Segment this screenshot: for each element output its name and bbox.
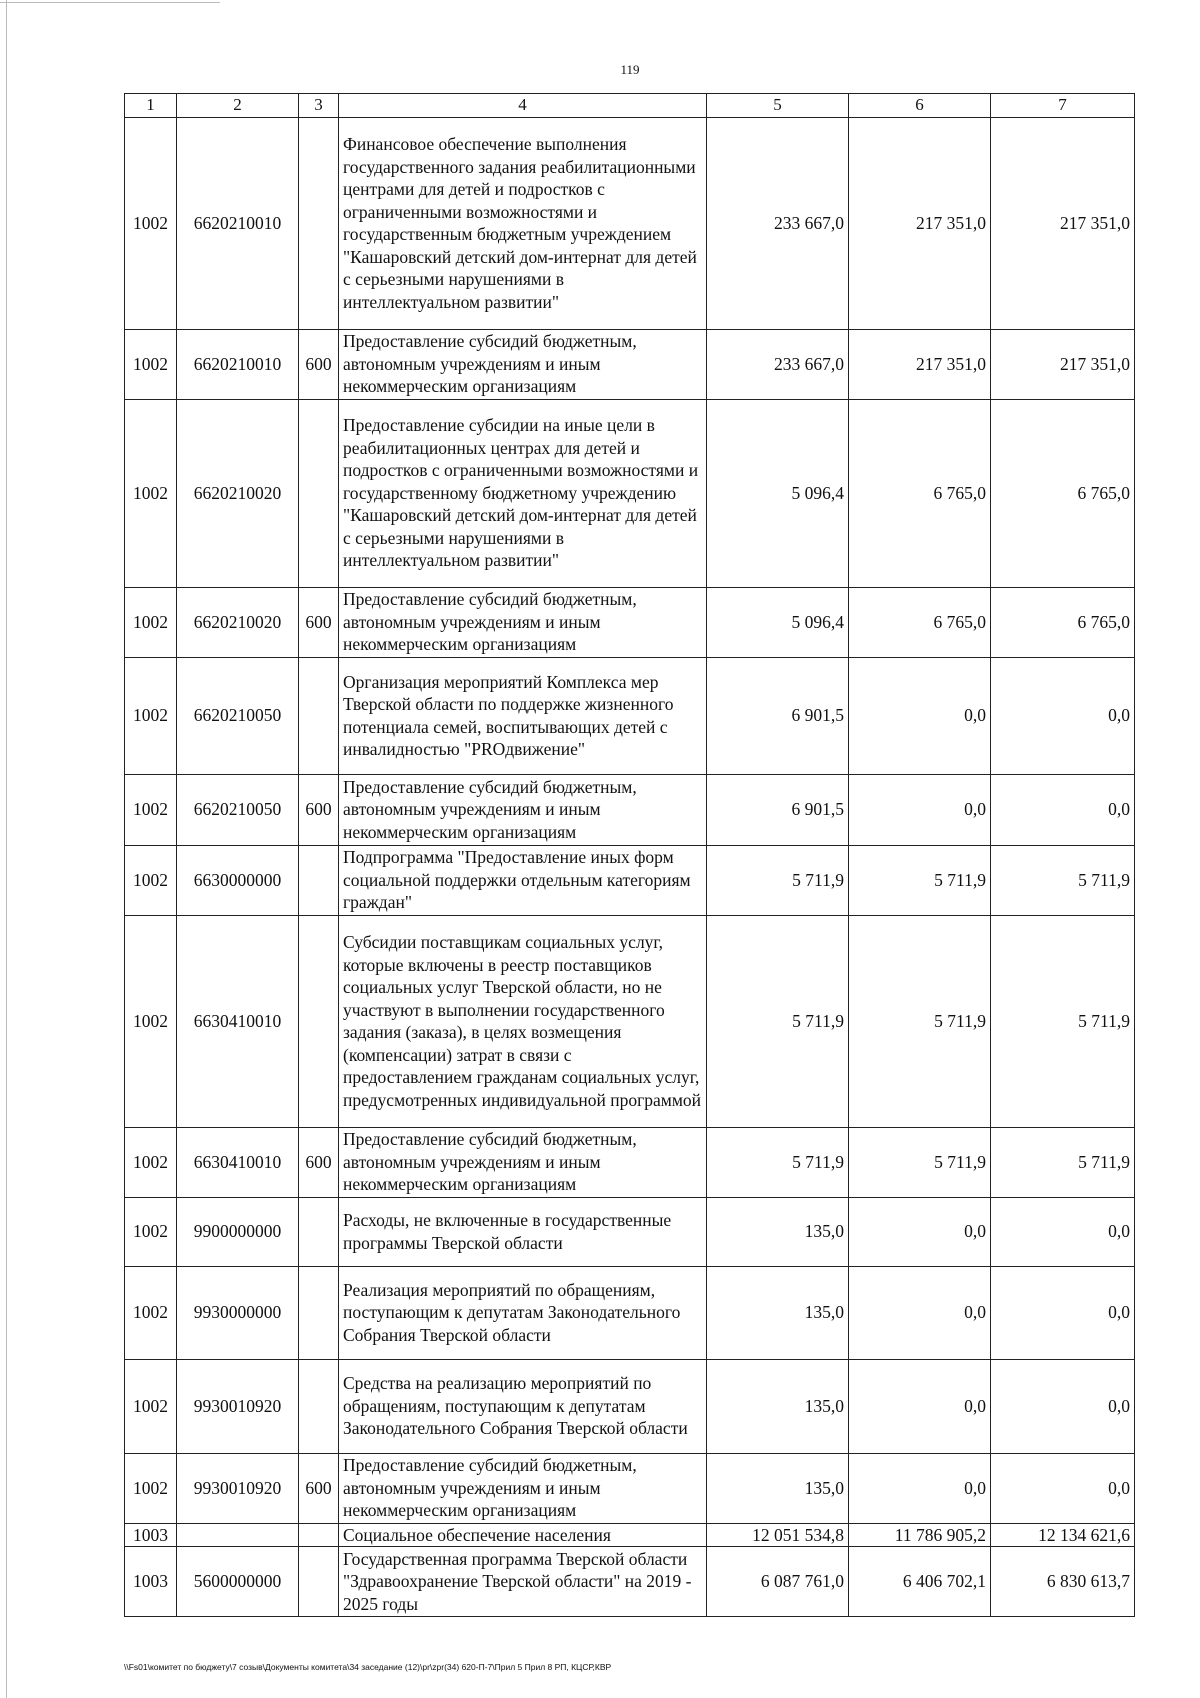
target-article-cell: 9930010920 xyxy=(177,1359,299,1453)
table-row xyxy=(125,915,1135,1127)
table-row xyxy=(125,845,1135,915)
description-cell: Предоставление субсидий бюджетным, автономным учреждениям и иным некоммерческим организациям xyxy=(339,587,707,657)
target-article-cell: 5600000000 xyxy=(177,1547,299,1617)
expense-type-cell: 600 xyxy=(299,1453,339,1523)
table-body xyxy=(125,117,1135,1617)
target-article-cell: 6620210010 xyxy=(177,117,299,329)
amount-col5-cell: 5 711,9 xyxy=(707,1127,849,1197)
table-row xyxy=(125,587,1135,657)
section-code-cell: 1003 xyxy=(125,1547,177,1617)
description-cell: Предоставление субсидий бюджетным, автономным учреждениям и иным некоммерческим организациям xyxy=(339,329,707,399)
target-article-cell: 6620210050 xyxy=(177,657,299,774)
table-row xyxy=(125,1127,1135,1197)
amount-col7-cell: 0,0 xyxy=(991,1359,1135,1453)
amount-col7-cell: 12 134 621,6 xyxy=(991,1523,1135,1547)
amount-col7-cell: 5 711,9 xyxy=(991,1127,1135,1197)
section-code-cell: 1002 xyxy=(125,1266,177,1359)
amount-col7-cell: 0,0 xyxy=(991,1266,1135,1359)
amount-col6-cell: 217 351,0 xyxy=(849,329,991,399)
amount-col6-cell: 6 765,0 xyxy=(849,399,991,587)
expense-type-cell xyxy=(299,1359,339,1453)
amount-col7-cell: 6 765,0 xyxy=(991,587,1135,657)
table-row xyxy=(125,1359,1135,1453)
budget-table xyxy=(124,93,1135,1617)
amount-col5-cell: 135,0 xyxy=(707,1359,849,1453)
description-cell: Предоставление субсидий бюджетным, автономным учреждениям и иным некоммерческим организациям xyxy=(339,774,707,845)
amount-col6-cell: 11 786 905,2 xyxy=(849,1523,991,1547)
table-row xyxy=(125,1266,1135,1359)
amount-col7-cell: 0,0 xyxy=(991,1197,1135,1266)
amount-col7-cell: 5 711,9 xyxy=(991,915,1135,1127)
expense-type-cell xyxy=(299,1266,339,1359)
amount-col5-cell: 135,0 xyxy=(707,1197,849,1266)
description-cell: Организация мероприятий Комплекса мер Тверской области по поддержке жизненного потенциала семей, воспитывающих детей с инвалидностью "PROдвижение" xyxy=(339,657,707,774)
amount-col5-cell: 6 901,5 xyxy=(707,774,849,845)
column-header: 6 xyxy=(849,94,991,118)
amount-col5-cell: 135,0 xyxy=(707,1453,849,1523)
target-article-cell: 6630000000 xyxy=(177,845,299,915)
table-row xyxy=(125,1523,1135,1547)
expense-type-cell: 600 xyxy=(299,774,339,845)
table-row xyxy=(125,657,1135,774)
section-code-cell: 1002 xyxy=(125,587,177,657)
amount-col5-cell: 5 096,4 xyxy=(707,587,849,657)
description-cell: Расходы, не включенные в государственные программы Тверской области xyxy=(339,1197,707,1266)
amount-col6-cell: 0,0 xyxy=(849,1359,991,1453)
section-code-cell: 1002 xyxy=(125,1197,177,1266)
header-row xyxy=(125,94,1135,118)
amount-col7-cell: 0,0 xyxy=(991,1453,1135,1523)
expense-type-cell: 600 xyxy=(299,329,339,399)
file-path-footer: \\Fs01\комитет по бюджету\7 созыв\Документы комитета\34 заседание (12)\pr\zpr(34) 620-П-7\Прил 5 Прил 8 РП, КЦСР,КВР xyxy=(124,1662,612,1672)
expense-type-cell: 600 xyxy=(299,587,339,657)
section-code-cell: 1002 xyxy=(125,657,177,774)
amount-col7-cell: 6 765,0 xyxy=(991,399,1135,587)
amount-col5-cell: 5 711,9 xyxy=(707,915,849,1127)
amount-col6-cell: 5 711,9 xyxy=(849,1127,991,1197)
amount-col6-cell: 5 711,9 xyxy=(849,845,991,915)
amount-col7-cell: 217 351,0 xyxy=(991,329,1135,399)
column-header: 2 xyxy=(177,94,299,118)
amount-col6-cell: 0,0 xyxy=(849,1197,991,1266)
amount-col7-cell: 0,0 xyxy=(991,657,1135,774)
amount-col6-cell: 6 765,0 xyxy=(849,587,991,657)
scan-top-line xyxy=(0,2,220,3)
page-number: 119 xyxy=(620,62,640,77)
description-cell: Государственная программа Тверской области "Здравоохранение Тверской области" на 2019 - 2025 годы xyxy=(339,1547,707,1617)
amount-col6-cell: 0,0 xyxy=(849,657,991,774)
table-row xyxy=(125,1547,1135,1617)
table-row xyxy=(125,329,1135,399)
target-article-cell: 6620210050 xyxy=(177,774,299,845)
amount-col6-cell: 5 711,9 xyxy=(849,915,991,1127)
amount-col5-cell: 5 711,9 xyxy=(707,845,849,915)
description-cell: Предоставление субсидии на иные цели в реабилитационных центрах для детей и подростков с ограниченными возможностями и государственному бюджетному учреждению "Кашаровский детский дом-интернат для детей с серьезными нарушениями в интеллектуальном развитии" xyxy=(339,399,707,587)
amount-col5-cell: 12 051 534,8 xyxy=(707,1523,849,1547)
description-cell: Субсидии поставщикам социальных услуг, которые включены в реестр поставщиков социальных услуг Тверской области, но не участвуют в выполнении государственного задания (заказа), в целях возмещения (компенсации) затрат в связи с предоставлением гражданам социальных услуг, предусмотренных индивидуальной программой xyxy=(339,915,707,1127)
section-code-cell: 1002 xyxy=(125,845,177,915)
target-article-cell: 6630410010 xyxy=(177,1127,299,1197)
amount-col5-cell: 5 096,4 xyxy=(707,399,849,587)
target-article-cell: 9900000000 xyxy=(177,1197,299,1266)
table-row xyxy=(125,117,1135,329)
amount-col5-cell: 233 667,0 xyxy=(707,329,849,399)
amount-col5-cell: 6 087 761,0 xyxy=(707,1547,849,1617)
scan-edge-line xyxy=(6,0,7,1698)
expense-type-cell xyxy=(299,845,339,915)
table-row xyxy=(125,1453,1135,1523)
amount-col6-cell: 0,0 xyxy=(849,1453,991,1523)
description-cell: Подпрограмма "Предоставление иных форм социальной поддержки отдельным категориям граждан" xyxy=(339,845,707,915)
section-code-cell: 1003 xyxy=(125,1523,177,1547)
amount-col7-cell: 5 711,9 xyxy=(991,845,1135,915)
section-code-cell: 1002 xyxy=(125,329,177,399)
column-header: 1 xyxy=(125,94,177,118)
section-code-cell: 1002 xyxy=(125,1359,177,1453)
description-cell: Социальное обеспечение населения xyxy=(339,1523,707,1547)
section-code-cell: 1002 xyxy=(125,1127,177,1197)
amount-col6-cell: 0,0 xyxy=(849,774,991,845)
expense-type-cell xyxy=(299,1523,339,1547)
amount-col6-cell: 6 406 702,1 xyxy=(849,1547,991,1617)
section-code-cell: 1002 xyxy=(125,117,177,329)
column-header: 5 xyxy=(707,94,849,118)
table-row xyxy=(125,399,1135,587)
amount-col7-cell: 6 830 613,7 xyxy=(991,1547,1135,1617)
target-article-cell xyxy=(177,1523,299,1547)
amount-col7-cell: 217 351,0 xyxy=(991,117,1135,329)
expense-type-cell xyxy=(299,1197,339,1266)
column-header: 3 xyxy=(299,94,339,118)
target-article-cell: 6620210020 xyxy=(177,587,299,657)
amount-col7-cell: 0,0 xyxy=(991,774,1135,845)
amount-col5-cell: 6 901,5 xyxy=(707,657,849,774)
section-code-cell: 1002 xyxy=(125,399,177,587)
target-article-cell: 6630410010 xyxy=(177,915,299,1127)
description-cell: Предоставление субсидий бюджетным, автономным учреждениям и иным некоммерческим организациям xyxy=(339,1453,707,1523)
target-article-cell: 6620210010 xyxy=(177,329,299,399)
amount-col5-cell: 135,0 xyxy=(707,1266,849,1359)
section-code-cell: 1002 xyxy=(125,1453,177,1523)
target-article-cell: 6620210020 xyxy=(177,399,299,587)
description-cell: Средства на реализацию мероприятий по обращениям, поступающим к депутатам Законодательного Собрания Тверской области xyxy=(339,1359,707,1453)
description-cell: Финансовое обеспечение выполнения государственного задания реабилитационными центрами для детей и подростков с ограниченными возможностями и государственным бюджетным учреждением "Кашаровский детский дом-интернат для детей с серьезными нарушениями в интеллектуальном развитии" xyxy=(339,117,707,329)
expense-type-cell xyxy=(299,399,339,587)
target-article-cell: 9930010920 xyxy=(177,1453,299,1523)
table-row xyxy=(125,774,1135,845)
column-header: 4 xyxy=(339,94,707,118)
column-header: 7 xyxy=(991,94,1135,118)
description-cell: Реализация мероприятий по обращениям, поступающим к депутатам Законодательного Собрания Тверской области xyxy=(339,1266,707,1359)
amount-col5-cell: 233 667,0 xyxy=(707,117,849,329)
expense-type-cell xyxy=(299,117,339,329)
section-code-cell: 1002 xyxy=(125,774,177,845)
expense-type-cell xyxy=(299,657,339,774)
expense-type-cell: 600 xyxy=(299,1127,339,1197)
table-row xyxy=(125,1197,1135,1266)
amount-col6-cell: 0,0 xyxy=(849,1266,991,1359)
expense-type-cell xyxy=(299,915,339,1127)
expense-type-cell xyxy=(299,1547,339,1617)
target-article-cell: 9930000000 xyxy=(177,1266,299,1359)
description-cell: Предоставление субсидий бюджетным, автономным учреждениям и иным некоммерческим организациям xyxy=(339,1127,707,1197)
amount-col6-cell: 217 351,0 xyxy=(849,117,991,329)
section-code-cell: 1002 xyxy=(125,915,177,1127)
